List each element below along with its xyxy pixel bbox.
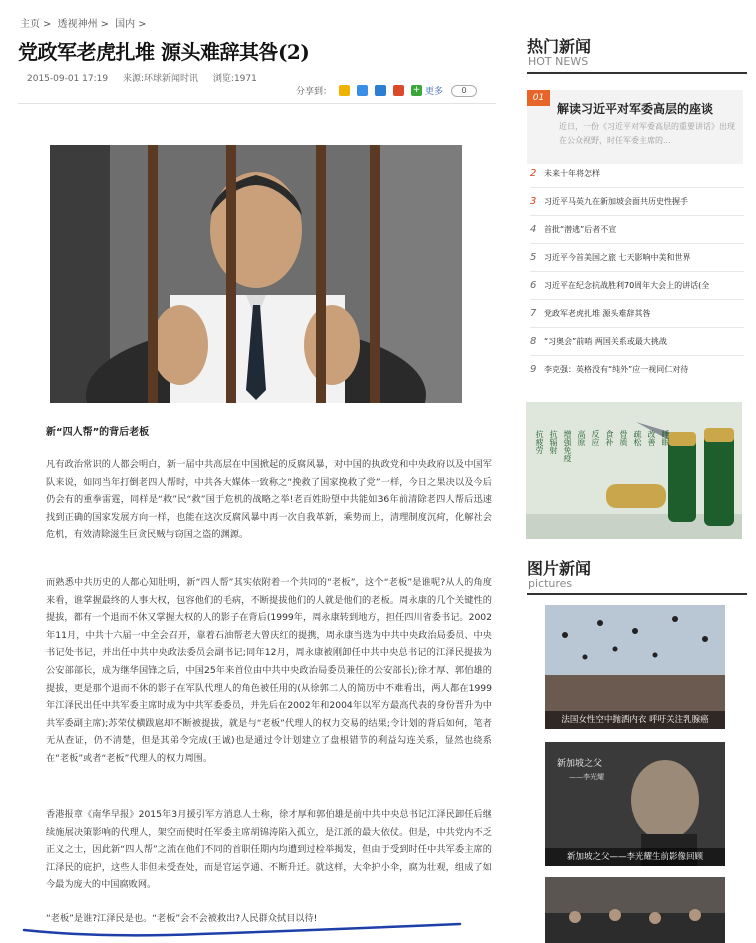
portrait-overlay-title: 新加坡之父	[557, 759, 603, 769]
meeting-photo	[545, 877, 725, 943]
article-paragraph-closing: “老板”是谁?江泽民是也。“老板”会不会被救出?人民群众拭目以待!	[46, 913, 318, 924]
picture-news-title: 图片新闻	[527, 559, 592, 578]
list-divider	[530, 243, 744, 244]
list-divider	[530, 187, 744, 188]
picture-news-underline	[527, 593, 747, 595]
share-bar	[296, 84, 477, 97]
list-divider	[530, 271, 744, 272]
picture-news-item[interactable]	[545, 605, 725, 729]
hot-news-subtitle: HOT NEWS	[528, 55, 589, 68]
handwritten-underline	[20, 918, 470, 938]
hot-news-underline	[527, 72, 747, 74]
breadcrumb-sep: >	[43, 19, 52, 30]
picture-news-item[interactable]	[545, 877, 725, 943]
article-photo	[50, 145, 462, 403]
breadcrumb-home[interactable]: 主页	[20, 19, 40, 30]
tencent-share-icon[interactable]	[375, 85, 386, 96]
hot-news-item[interactable]: 8 “习奥会”前哨 两国关系或最大挑战	[530, 336, 667, 347]
breadcrumb-china[interactable]: 透视神州	[57, 19, 98, 30]
list-divider	[530, 299, 744, 300]
hot-news-title: 热门新闻	[527, 37, 592, 56]
renren-share-icon[interactable]	[393, 85, 404, 96]
article-date: 2015-09-01 17:19	[27, 74, 109, 84]
article-meta	[27, 71, 269, 84]
photo-caption: 新“四人帮”的背后老板	[46, 427, 150, 438]
picture-caption[interactable]: 新加坡之父——李光耀生前影像回顾	[545, 848, 725, 866]
picture-news-item[interactable]	[545, 742, 725, 866]
hot-news-item[interactable]: 9 李克强：英格没有“纯外”应一视同仁对待	[530, 364, 689, 375]
ad-banner[interactable]	[526, 402, 742, 539]
share-count: 0	[451, 85, 477, 97]
article-views: 浏览:1971	[212, 74, 257, 84]
list-divider	[530, 215, 744, 216]
weibo-share-icon[interactable]	[357, 85, 368, 96]
hot-news-item[interactable]: 4 首批“潜逃”后者不宣	[530, 224, 617, 235]
picture-caption[interactable]: 法国女性空中抛洒内衣 呼吁关注乳腺癌	[545, 711, 725, 729]
article-paragraph: 而熟悉中共历史的人都心知肚明，新“四人帮”其实依附着一个共同的“老板”，这个“老板”是谁呢?从人的角度来看，谁掌握最终的人事大权，包容他们的毛病，不断提拔他们的人就是他们的老板。周永康的几个关键性的提拔，都有一个退而不休又掌握大权的人的影子在背后(1999年，周永康转到地方，担任四川省委书记。2002年11月，中共十六届一中全会召开，靠着石油帮老大曾庆红的提携，周永康当选为中共中央政治局委员、中央书记处书记，并出任中共中央政法委员会副书记;同年12月，周永康被刚卸任中共中央总书记的江泽民提拔为公安部部长，成为继华国锋之后，中国25年来首位由中共中央政治局委员兼任的公安部长);徐才厚、郭伯雄的提拔，更是那个退而不休的影子在军队代理人的角色被任用的(从徐郭二人的简历中不难看出，两人都在1999年江泽民出任中共军委主席时成为中共军委委员，并先后在2002年和2004年以军方最高代表的身份晋升为中共军委副主席);苏荣仗横跋扈却不断被提拔，就是与“老板”代理人的权力交易的结果;令计划的背后如何，笔者无从查证，仍不清楚，但是其弟令完成(王诚)也是通过令计划建立了盘根错节的利益勾连关系，显然也绕系在“老板”或者“老板”代理人的权力周围。	[46, 577, 492, 764]
hot-news-item[interactable]: 5 习近平今首美国之旅 七天影响中美和世界	[530, 252, 691, 263]
portrait-overlay-sub: ——李光耀	[569, 773, 604, 781]
hot-news-featured[interactable]	[527, 90, 743, 164]
photo-illustration	[50, 145, 462, 403]
ad-text: 抗疲劳 抗辐射 增强免疫 高原 反应 食补 骨质 疏松 改善 睡眠	[535, 430, 670, 462]
sidebar	[522, 0, 756, 943]
page-title: 党政军老虎扎堆 源头难辞其咎(2)	[18, 40, 310, 64]
qzone-share-icon[interactable]	[339, 85, 350, 96]
hot-news-item[interactable]: 3 习近平马英九在新加坡会面共历史性握手	[530, 196, 688, 207]
share-label: 分享到：	[296, 87, 333, 97]
breadcrumb-sep: >	[138, 19, 147, 30]
more-share-icon[interactable]: +	[412, 85, 421, 95]
hot-news-item[interactable]: 2 未来十年将怎样	[530, 168, 600, 179]
article-paragraph: 凡有政治常识的人都会明白，新一届中共高层在中国掀起的反腐风暴，对中国的执政党和中央政府以及中国军队来说，如同当年打倒老四人帮时，中共各大媒体一致称之“挽救了国家挽救了党”一样，今日之果决以及今后仍会有的重拳雷霆，同样是“救”民“救”国于危机的战略之举!老百姓盼望中共能如36年前清除老四人帮后迅速找到正确的国家发展方向一样，也能在这次反腐风暴中再一次自我革新，乘势而上，清理制度沉疴，化解社会危机，有效清除滋生巨贪民贼与窃国之盗的渊源。	[46, 459, 492, 541]
hot-news-item[interactable]: 7 党政军老虎扎堆 源头难辞其咎	[530, 308, 651, 319]
list-divider	[530, 327, 744, 328]
breadcrumb-domestic[interactable]: 国内	[115, 19, 136, 30]
picture-news-subtitle: pictures	[528, 577, 573, 590]
article-source: 来源:环球新闻时讯	[122, 74, 199, 84]
ad-illustration	[526, 402, 742, 539]
title-divider	[18, 103, 496, 104]
list-divider	[530, 355, 744, 356]
rank-badge: 01	[527, 90, 550, 106]
article-paragraph: 香港报章《南华早报》2015年3月援引军方消息人士称，徐才厚和郭伯雄是前中共中央总书记江泽民卸任后继续施展决策影响的代理人，架空而使时任军委主席胡锦涛陷入孤立，是江派的最大依仗。但是，中共党内不乏正义之士，因此新“四人帮”之流在他们不同的首职任期内均遭到过检举揭发，但由于受到时任中共军委主席的江泽民的庇护，这些人非但未受查处，而是官运亨通、不断升迁。就这样，大伞护小伞，腐为壮观，组成了如今最为庞大的中国腐败网。	[46, 809, 492, 891]
breadcrumb	[20, 15, 150, 30]
share-more-link[interactable]: 更多	[425, 87, 444, 97]
featured-summary: 近日，一份《习近平对军委高层的重要讲话》出现在公众视野，时任军委主席的...	[559, 122, 735, 145]
featured-headline[interactable]: 解读习近平对军委高层的座谈	[557, 102, 714, 116]
hot-news-item[interactable]: 6 习近平在纪念抗战胜利70周年大会上的讲话(全	[530, 280, 710, 291]
breadcrumb-sep: >	[100, 19, 109, 30]
